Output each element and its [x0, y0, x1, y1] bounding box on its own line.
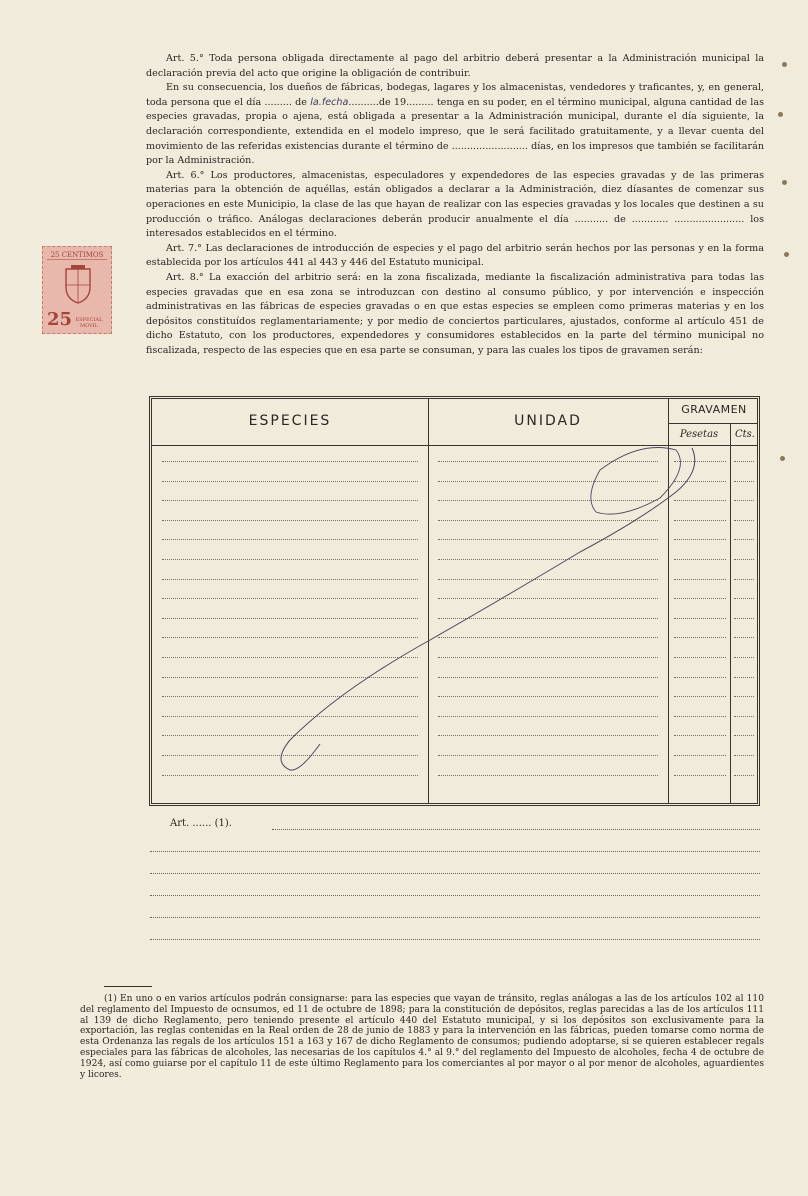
- art-blank-label: Art. ...... (1).: [170, 818, 232, 829]
- header-gravamen: GRAVAMEN: [681, 403, 747, 416]
- blank-line-3: [150, 873, 760, 874]
- blank-line-4: [150, 895, 760, 896]
- art5-paragraph-1: Art. 5.° Toda persona obligada directamente al pago del arbitrio deberá presentar a la Administración municipal la declaración previa del acto que origine la obligación de contribuir.: [146, 53, 764, 79]
- handwritten-date: la.fecha: [310, 96, 349, 108]
- margin-speck: [782, 62, 787, 67]
- art6-paragraph: Art. 6.° Los productores, almacenistas, especuladores y expendedores de las especies gravadas y de las primeras materias para la obtención de aquéllas, están obligados a declarar a la Administración, diez díasantes de comenzar sus operaciones en este Municipio, la clase de las que hayan de realizar con las especies gravadas y los locales que destinen a su producción o tráfico. Análogas declaraciones deberán producir anualmente el día ........... de ............ ....................... los interesados establecidos en el término.: [146, 169, 764, 240]
- margin-speck: [782, 180, 787, 185]
- blank-line-2: [150, 851, 760, 852]
- margin-speck: [784, 252, 789, 257]
- footnote: [80, 994, 764, 1080]
- art7-paragraph: Art. 7.° Las declaraciones de introducción de especies y el pago del arbitrio serán hechos por las personas y en la forma establecida por los artículos 441 al 443 y 446 del Estatuto municipal.: [146, 242, 764, 269]
- blank-line-6: [150, 939, 760, 940]
- margin-speck: [780, 456, 785, 461]
- stamp-top-text: 25 CENTIMOS: [47, 251, 107, 260]
- header-especies: ESPECIES: [248, 413, 332, 429]
- blank-line-5: [150, 917, 760, 918]
- art5-text-b: ..........de 19......... tenga en su poder, en el término municipal, alguna cantidad de las especies gravadas, propia o ajena, está obligada a presentar a la Administración municipal, durante el día siguiente, la declaración correspondiente, extendida en el modelo impreso, que le será facilitado gratuitamente, y a llevar cuenta del movimiento de las referidas existencias durante el término de ......................... días, en los impresos que también se facilitarán por la Administración.: [146, 96, 765, 167]
- blank-line-1: [272, 829, 760, 830]
- footnote-text: (1) En uno o en varios artículos podrán consignarse: para las especies que vayan de tránsito, reglas análogas a las de los artículos 102 al 110 del reglamento del Impuesto de ocnsumos, ed 11 de octubre de 1898; para la constitución de depósitos, reglas parecidas a las de los artículos 111 al 139 de dicho Reglamento, pero teniendo presente el artículo 440 del Estatuto municipal, y si los depósitos son exclusivamente para la exportación, las reglas contenidas en la Real orden de 28 de junio de 1883 y para la intervención en las fábricas, pueden tomarse como norma de esta Ordenanza las regals de los artículos 151 a 163 y 167 de dicho Reglamento de consumos; pudiendo adoptarse, si se quieren establecer regals especiales para las fábricas de alcoholes, las necesarias de los capítulos 4.° al 9.° del reglamento del Impuesto de alcoholes, fecha 4 de octubre de 1924, así como guiarse por el capítulo 11 de este último Reglamento para los comerciantes al por mayor o al por menor de alcoholes, aguardientes y licores.: [80, 994, 764, 1080]
- margin-speck: [778, 112, 783, 117]
- header-cts: Cts.: [735, 429, 755, 440]
- art8-paragraph: Art. 8.° La exacción del arbitrio será: en la zona fiscalizada, mediante la fiscalización administrativa para todas las especies gravadas que en esa zona se introduzcan con destino al consumo público, y por intervención e inspección administrativas en las fábricas de especies gravadas o en que estas especies se empleen como primeras materias y en los depósitos constituídos reglamentariamente; y por medio de conciertos particulares, ajustados, conforme al artículo 451 de dicho Estatuto, con los productores, expendedores y consumidores establecidos en la parte del término municipal no fiscalizada, respecto de las especies que en esa parte se consuman, y para las cuales los tipos de gravamen serán:: [146, 271, 764, 356]
- header-unidad: UNIDAD: [514, 413, 582, 429]
- stamp-bottom-text: ESPECIAL MOVIL: [75, 317, 103, 329]
- header-pesetas: Pesetas: [679, 429, 719, 440]
- art5-text-a: En su consecuencia, los dueños de fábricas, bodegas, lagares y los almacenistas, vendedores y traficantes, y, en general, toda persona que el día ......... de: [146, 82, 764, 108]
- footnote-rule: [104, 986, 152, 987]
- stamp-value: 25: [47, 309, 73, 330]
